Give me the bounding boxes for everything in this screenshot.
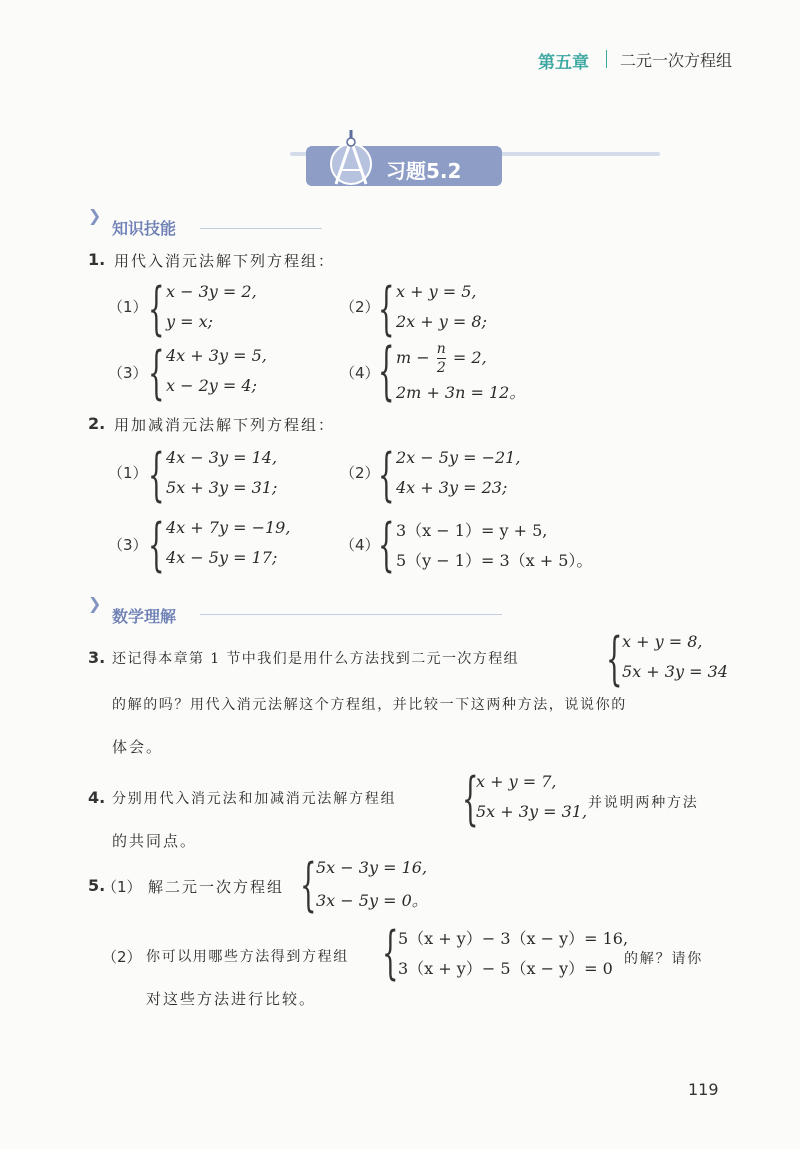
brace: { — [462, 767, 479, 834]
section-header-understanding: 数学理解 — [112, 607, 177, 626]
brace: { — [148, 277, 165, 344]
question-text: 体会。 — [112, 738, 164, 756]
equation: 4x + 7y = −19, — [166, 518, 291, 537]
equation: 4x + 3y = 5, — [166, 346, 267, 365]
question-text: 分别用代入消元法和加减消元法解方程组 — [112, 791, 397, 807]
item-label: （1） — [108, 464, 148, 482]
equation-part: = 2, — [452, 348, 487, 367]
brace: { — [378, 277, 395, 344]
question-number: 1. — [88, 250, 106, 269]
item-label: （1） — [108, 298, 148, 316]
chapter-title: 二元一次方程组 — [620, 51, 733, 70]
question-text: 并说明两种方法 — [588, 795, 699, 811]
equation: x + y = 5, — [396, 282, 477, 301]
chapter-label: 第五章 — [538, 53, 589, 73]
equation: 2x − 5y = −21, — [396, 448, 521, 467]
equation: 4x − 5y = 17; — [166, 548, 278, 567]
item-label: （4） — [340, 364, 380, 382]
equation: 5x − 3y = 16, — [316, 858, 428, 877]
brace: { — [148, 341, 165, 408]
page-number: 119 — [688, 1080, 719, 1099]
brace: { — [606, 627, 623, 694]
question-text: 的解的吗？用代入消元法解这个方程组，并比较一下这两种方法，说说你的 — [112, 697, 627, 713]
brace: { — [382, 921, 399, 988]
equation: 3（x − 1）= y + 5, — [396, 521, 548, 540]
exercise-title: 习题5.2 — [386, 159, 462, 183]
question-text: 你可以用哪些方法得到方程组 — [146, 949, 349, 965]
question-number: 5. — [88, 876, 106, 895]
question-text: 解二元一次方程组 — [148, 878, 285, 896]
brace: { — [378, 443, 395, 510]
item-label: （3） — [108, 364, 148, 382]
question-number: 2. — [88, 414, 106, 433]
question-text: 还记得本章第 1 节中我们是用什么方法找到二元一次方程组 — [112, 651, 520, 667]
brace: { — [148, 443, 165, 510]
equation: 3x − 5y = 0。 — [316, 891, 428, 910]
question-text: 用代入消元法解下列方程组： — [114, 252, 336, 270]
equation: 5（y − 1）= 3（x + 5）。 — [396, 551, 593, 570]
item-label: （2） — [340, 298, 380, 316]
equation: 2x + y = 8; — [396, 312, 487, 331]
equation: 5x + 3y = 31; — [166, 478, 278, 497]
item-label: （1） — [102, 878, 142, 896]
item-label: （2） — [102, 948, 142, 966]
equation: 2m + 3n = 12。 — [396, 383, 526, 402]
equation: 5x + 3y = 34 — [622, 662, 728, 681]
compass-icon — [326, 126, 376, 188]
equation-part: m − — [396, 348, 430, 367]
equation: 5（x + y）− 3（x − y）= 16, — [398, 929, 629, 948]
question-number: 4. — [88, 788, 106, 807]
equation: x + y = 8, — [622, 632, 703, 651]
brace: { — [378, 513, 395, 580]
section-rule — [200, 614, 502, 615]
equation: 5x + 3y = 31, — [476, 802, 588, 821]
question-text: 用加减消元法解下列方程组： — [114, 416, 336, 434]
equation: x + y = 7, — [476, 772, 557, 791]
equation: x − 2y = 4; — [166, 376, 257, 395]
brace: { — [148, 513, 165, 580]
fraction-numerator: n — [436, 341, 446, 357]
chevron-right-icon: ❯ — [88, 594, 102, 613]
question-text: 的共同点。 — [112, 832, 198, 850]
section-rule — [200, 228, 322, 229]
equation: 4x − 3y = 14, — [166, 448, 278, 467]
item-label: （4） — [340, 536, 380, 554]
question-number: 3. — [88, 648, 106, 667]
question-text: 的解？请你 — [624, 951, 703, 967]
equation: 3（x + y）− 5（x − y）= 0 — [398, 959, 613, 978]
section-header-skills: 知识技能 — [112, 219, 177, 238]
question-text: 对这些方法进行比较。 — [146, 990, 317, 1008]
equation — [396, 342, 487, 375]
brace: { — [378, 337, 395, 410]
fraction-denominator: 2 — [436, 360, 446, 376]
item-label: （3） — [108, 536, 148, 554]
equation: 4x + 3y = 23; — [396, 478, 508, 497]
equation: y = x; — [166, 312, 214, 331]
chevron-right-icon: ❯ — [88, 206, 102, 225]
header-divider — [606, 50, 607, 68]
brace: { — [300, 853, 317, 920]
fraction — [437, 342, 446, 375]
item-label: （2） — [340, 464, 380, 482]
equation: x − 3y = 2, — [166, 282, 257, 301]
